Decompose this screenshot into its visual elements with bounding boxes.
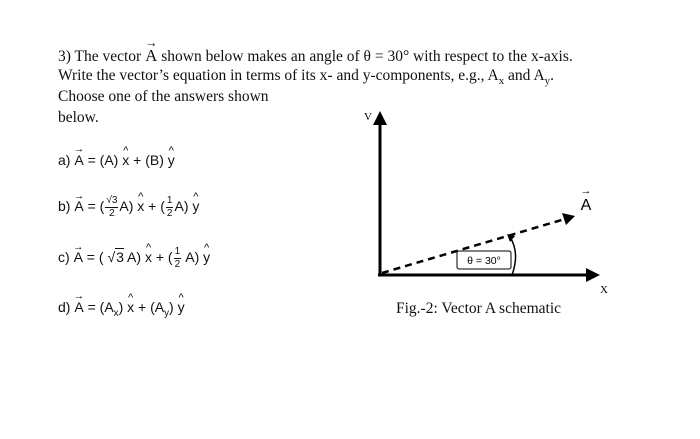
option-d-lhs: → A bbox=[74, 299, 83, 315]
question-line-4: below. bbox=[58, 109, 99, 126]
option-a-plus: + bbox=[133, 152, 142, 168]
option-b-x-tail: A) bbox=[119, 198, 134, 215]
option-c-open-paren-y: ( bbox=[167, 249, 173, 266]
option-c-unit-x: ^ x bbox=[145, 249, 152, 265]
option-d-y-coef: (A bbox=[150, 299, 165, 315]
question-line-2-mid: and A bbox=[504, 67, 545, 84]
option-c-plus: + bbox=[155, 249, 165, 266]
option-b-y-fraction bbox=[166, 196, 174, 219]
question-line-3: Choose one of the answers shown bbox=[58, 88, 269, 105]
option-a-unit-x: ^ x bbox=[122, 152, 129, 168]
vector-a-label: A bbox=[580, 197, 592, 214]
question-number: 3) The vector bbox=[58, 48, 142, 65]
question-line-2-text: Write the vector’s equation in terms of its x- and y-components, e.g., A bbox=[58, 67, 499, 84]
option-d-y-sub: y bbox=[164, 307, 169, 319]
option-b-open-paren-x: ( bbox=[99, 198, 105, 215]
option-b-eq: = bbox=[87, 198, 96, 215]
option-b-x-den: 2 bbox=[109, 208, 115, 219]
option-a-y-coef: (B) bbox=[145, 152, 164, 168]
option-a[interactable] bbox=[58, 152, 175, 168]
option-b-unit-y: ^ y bbox=[192, 198, 199, 214]
vector-a-symbol: → A bbox=[145, 46, 157, 66]
vector-a-arrowhead bbox=[562, 213, 575, 225]
vector-a-label-arrow: → bbox=[580, 185, 592, 197]
option-b-x-fraction bbox=[105, 196, 118, 219]
option-c-y-tail: A) bbox=[185, 249, 200, 266]
option-c-x-tail: A) bbox=[127, 249, 142, 266]
question-line-1 bbox=[58, 46, 573, 66]
option-b-lhs: → A bbox=[74, 198, 83, 214]
option-b-open-paren-y: ( bbox=[160, 198, 165, 215]
option-d-x-coef: (A bbox=[99, 299, 114, 315]
sub-y: y bbox=[544, 75, 551, 88]
option-c-root-sign: √ bbox=[107, 249, 116, 266]
option-a-label: a) bbox=[58, 152, 71, 168]
option-d-x-close: ) bbox=[118, 299, 124, 315]
y-axis-label: V bbox=[364, 111, 372, 123]
option-c-lhs: → A bbox=[74, 249, 83, 265]
y-axis-arrowhead bbox=[373, 111, 387, 125]
option-c[interactable] bbox=[58, 247, 210, 270]
option-b-plus: + bbox=[148, 198, 157, 215]
option-d-label: d) bbox=[58, 299, 71, 315]
option-d-y-close: ) bbox=[169, 299, 174, 315]
question-line-1-text: shown below makes an angle of θ = 30° with respect to the x-axis. bbox=[161, 48, 573, 65]
figure-caption: Fig.-2: Vector A schematic bbox=[396, 300, 562, 317]
option-d-unit-y: ^ y bbox=[178, 299, 185, 315]
option-b[interactable] bbox=[58, 196, 199, 219]
option-d-plus: + bbox=[138, 299, 147, 315]
option-c-eq: = bbox=[86, 249, 95, 266]
option-d[interactable] bbox=[58, 299, 185, 319]
option-a-eq: = bbox=[87, 152, 96, 168]
option-a-lhs: → A bbox=[74, 152, 83, 168]
option-c-y-den: 2 bbox=[174, 259, 181, 270]
question-line-2 bbox=[58, 67, 554, 87]
option-b-label: b) bbox=[58, 198, 71, 215]
option-b-y-num: 1 bbox=[166, 195, 173, 206]
option-c-y-fraction bbox=[174, 247, 182, 270]
option-d-x-sub: x bbox=[113, 307, 119, 319]
vector-diagram bbox=[360, 105, 620, 295]
option-d-eq: = bbox=[87, 299, 96, 315]
option-a-unit-y: ^ y bbox=[168, 152, 175, 168]
x-axis-arrowhead bbox=[586, 268, 600, 282]
option-c-radicand: 3 bbox=[116, 249, 124, 266]
option-b-unit-x: ^ x bbox=[137, 198, 144, 214]
x-axis-label: X bbox=[600, 284, 608, 295]
option-a-x-coef: (A) bbox=[99, 152, 119, 168]
option-b-y-tail: A) bbox=[174, 198, 189, 215]
sub-x: x bbox=[498, 75, 505, 88]
question-line-2-end: . bbox=[550, 67, 554, 84]
option-d-unit-x: ^ x bbox=[127, 299, 134, 315]
option-c-label: c) bbox=[58, 249, 70, 266]
option-c-unit-y: ^ y bbox=[203, 249, 210, 265]
option-b-y-den: 2 bbox=[166, 208, 173, 219]
angle-label: θ = 30° bbox=[467, 255, 501, 267]
option-b-x-num: √3 bbox=[106, 195, 118, 206]
option-c-open-paren-x: ( bbox=[98, 249, 104, 266]
option-c-y-num: 1 bbox=[174, 246, 181, 257]
